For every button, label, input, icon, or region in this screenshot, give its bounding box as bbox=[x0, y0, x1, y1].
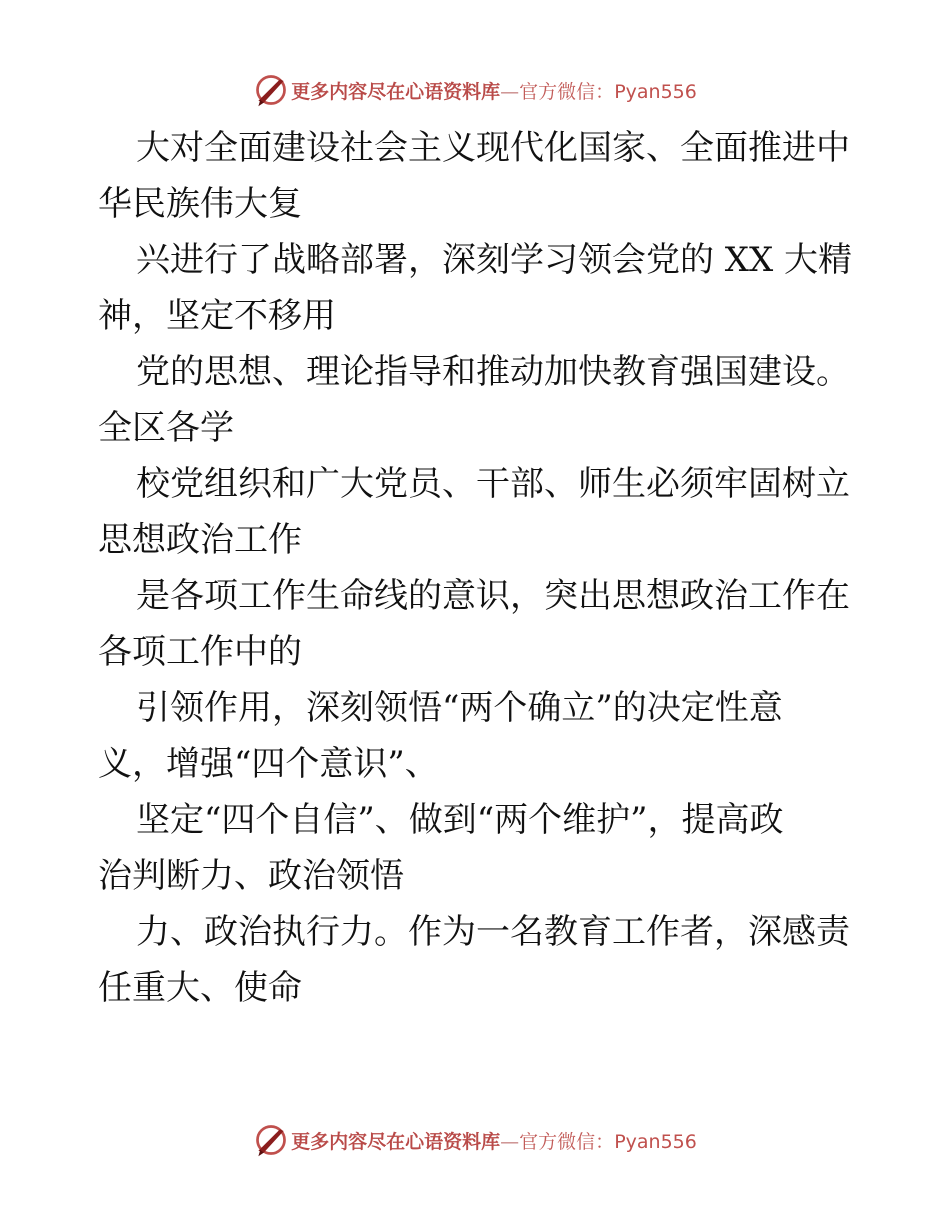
footer-wechat-id: Pyan556 bbox=[614, 1130, 697, 1153]
body-line: 义，增强“四个意识”、 bbox=[98, 744, 439, 784]
footer-separator: — bbox=[500, 1130, 520, 1153]
header-wechat-id: Pyan556 bbox=[614, 80, 697, 103]
body-line: 是各项工作生命线的意识，突出思想政治工作在 bbox=[136, 576, 850, 616]
body-line: 各项工作中的 bbox=[98, 632, 302, 672]
header-separator: — bbox=[500, 80, 520, 103]
header-banner bbox=[0, 70, 950, 110]
document-body bbox=[98, 120, 858, 1016]
body-line: 任重大、使命 bbox=[98, 968, 302, 1008]
quill-pen-circle-icon bbox=[253, 1122, 289, 1158]
footer-banner-text bbox=[291, 1127, 697, 1154]
quill-pen-circle-icon bbox=[253, 72, 289, 108]
header-wechat-label: 官方微信： bbox=[519, 80, 615, 103]
footer-wechat-label: 官方微信： bbox=[519, 1130, 615, 1153]
body-line: 坚定“四个自信”、做到“两个维护”，提高政 bbox=[136, 800, 784, 840]
body-line: 治判断力、政治领悟 bbox=[98, 856, 404, 896]
body-line: 校党组织和广大党员、干部、师生必须牢固树立 bbox=[136, 464, 850, 504]
footer-brand: 更多内容尽在心语资料库 bbox=[291, 1130, 501, 1153]
body-line: 华民族伟大复 bbox=[98, 184, 302, 224]
body-line: 大对全面建设社会主义现代化国家、全面推进中 bbox=[136, 128, 850, 168]
body-line: 思想政治工作 bbox=[98, 520, 302, 560]
body-line: 党的思想、理论指导和推动加快教育强国建设。 bbox=[136, 352, 850, 392]
body-line: 神，坚定不移用 bbox=[98, 296, 336, 336]
footer-banner bbox=[0, 1120, 950, 1160]
body-line: 引领作用，深刻领悟“两个确立”的决定性意 bbox=[136, 688, 783, 728]
body-line: 全区各学 bbox=[98, 408, 234, 448]
header-brand: 更多内容尽在心语资料库 bbox=[291, 80, 501, 103]
body-line: 力、政治执行力。作为一名教育工作者，深感责 bbox=[136, 912, 850, 952]
header-banner-text bbox=[291, 77, 697, 104]
body-line: 兴进行了战略部署，深刻学习领会党的 XX 大精 bbox=[136, 240, 853, 280]
